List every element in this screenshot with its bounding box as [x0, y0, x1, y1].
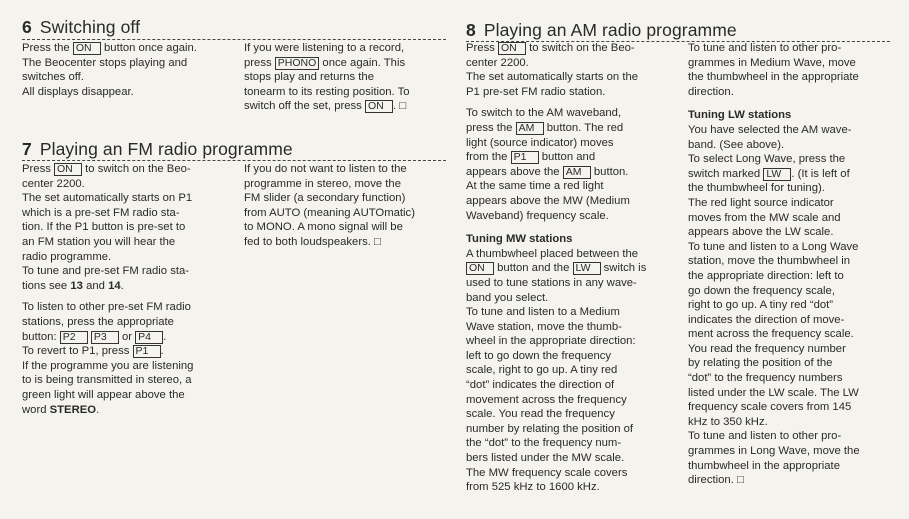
- text-line: direction.: [688, 85, 734, 98]
- text-line: tions see 13 and 14.: [22, 279, 124, 292]
- text-line: If you were listening to a record,: [244, 42, 405, 54]
- text-line: To select Long Wave, press the: [688, 153, 846, 166]
- text-line: the thumbwheel in the appropriate: [688, 71, 859, 84]
- text-line: center 2200.: [22, 177, 85, 190]
- text-line: an FM station you will hear the: [22, 235, 176, 248]
- text-line: band you select.: [466, 291, 549, 304]
- text-line: left to go down the frequency: [466, 349, 612, 362]
- text-line: Press ON to switch on the Beo-: [22, 163, 191, 175]
- text-line: You have selected the AM wave-: [688, 123, 852, 136]
- text-line: To tune and listen to a Medium: [466, 306, 620, 319]
- text-line: movement across the frequency: [466, 393, 627, 406]
- text-line: Press ON to switch on the Beo-: [466, 42, 635, 54]
- button-label-box: ON: [466, 262, 494, 275]
- section-7-right-column: [244, 162, 415, 250]
- button-label-box: P1: [511, 151, 539, 164]
- button-label-box: AM: [516, 122, 544, 135]
- text-line: go down the frequency scale,: [688, 284, 835, 297]
- button-label-box: PHONO: [275, 57, 320, 70]
- text-line: light (source indicator) moves: [466, 136, 614, 149]
- text-line: To tune and listen to a Long Wave: [688, 240, 859, 253]
- section-8-left-column: [466, 41, 646, 495]
- text-line: To listen to other pre-set FM radio: [22, 301, 191, 314]
- section-7-heading: [22, 139, 293, 160]
- text-line: ment across the frequency scale.: [688, 328, 854, 341]
- text-line: which is a pre-set FM radio sta-: [22, 206, 180, 219]
- paragraph-gap: [466, 99, 646, 106]
- section-6-number: 6: [22, 17, 32, 37]
- text-line: appears above the AM button.: [466, 165, 629, 178]
- text-line: You read the frequency number: [688, 342, 846, 355]
- text-line: To tune and listen to other pro-: [688, 430, 842, 443]
- text-line: stations, press the appropriate: [22, 315, 174, 328]
- text-line: right to go up. A tiny red “dot”: [688, 299, 834, 312]
- text-line: fed to both loudspeakers. □: [244, 235, 381, 248]
- text-line: the thumbwheel for tuning).: [688, 182, 825, 195]
- text-line: the appropriate direction: left to: [688, 269, 844, 282]
- text-line: The set automatically starts on the: [466, 71, 639, 84]
- section-8-number: 8: [466, 20, 476, 40]
- text-line: word STEREO.: [22, 403, 100, 416]
- subheading: Tuning LW stations: [688, 109, 792, 122]
- paragraph-gap: [688, 99, 860, 106]
- button-label-box: ON: [54, 163, 82, 176]
- text-line: “dot” indicates the direction of: [466, 379, 615, 392]
- text-line: frequency scale covers from 145: [688, 401, 852, 414]
- text-line: press the AM button. The red: [466, 121, 624, 134]
- text-line: If the programme you are listening: [22, 359, 194, 372]
- text-line: band. (See above).: [688, 138, 785, 151]
- text-line: tonearm to its resting position. To: [244, 85, 410, 98]
- button-label-box: P1: [133, 345, 161, 358]
- bold-text: STEREO: [49, 403, 97, 416]
- bold-text: 14: [108, 279, 121, 292]
- text-line: The red light source indicator: [688, 196, 834, 209]
- section-6-right-column: [244, 41, 410, 114]
- section-6-rule: [22, 39, 446, 40]
- text-line: grammes in Medium Wave, move: [688, 56, 856, 69]
- text-line: thumbwheel in the appropriate: [688, 459, 840, 472]
- text-line: wheel in the appropriate direction:: [466, 335, 636, 348]
- section-7-title: Playing an FM radio programme: [39, 139, 293, 159]
- text-line: switch marked LW . (It is left of: [688, 167, 850, 180]
- text-line: To switch to the AM waveband,: [466, 107, 622, 120]
- text-line: scale. You read the frequency: [466, 408, 615, 421]
- text-line: If you do not want to listen to the: [244, 163, 407, 175]
- section-6-title: Switching off: [39, 17, 141, 37]
- text-line: grammes in Long Wave, move the: [688, 445, 860, 458]
- text-line: At the same time a red light: [466, 180, 604, 193]
- section-6-left-column: [22, 41, 197, 99]
- section-8-right-column: [688, 41, 860, 488]
- text-line: indicates the direction of move-: [688, 313, 845, 326]
- button-label-box: P2: [60, 331, 88, 344]
- text-line: listed under the LW scale. The LW: [688, 386, 859, 399]
- section-8-heading: [466, 20, 737, 41]
- text-line: button: P2 P3 or P4 .: [22, 330, 167, 343]
- text-line: center 2200.: [466, 56, 529, 69]
- text-line: switch off the set, press ON . □: [244, 100, 407, 113]
- text-line: ON button and the LW switch is: [466, 261, 646, 276]
- text-line: To tune and pre-set FM radio sta-: [22, 265, 190, 278]
- text-line: green light will appear above the: [22, 388, 185, 401]
- text-line: radio programme.: [22, 250, 112, 263]
- section-7-number: 7: [22, 139, 32, 159]
- paragraph-gap: [466, 223, 646, 230]
- text-line: The MW frequency scale covers: [466, 466, 628, 479]
- text-line: Waveband) frequency scale.: [466, 209, 609, 222]
- button-label-box: LW: [573, 262, 601, 275]
- button-label-box: LW: [763, 168, 791, 181]
- bold-text: 13: [70, 279, 83, 292]
- button-label-box: ON: [498, 42, 526, 55]
- text-line: switches off.: [22, 71, 84, 84]
- text-line: station, move the thumbwheel in: [688, 255, 851, 268]
- text-line: P1 pre-set FM radio station.: [466, 85, 606, 98]
- text-line: stops play and returns the: [244, 71, 374, 84]
- text-line: tion. If the P1 button is pre-set to: [22, 221, 186, 234]
- text-line: A thumbwheel placed between the: [466, 247, 639, 260]
- text-line: from 525 kHz to 1600 kHz.: [466, 481, 600, 494]
- text-line: To revert to P1, press P1 .: [22, 345, 164, 358]
- button-label-box: AM: [563, 166, 591, 179]
- section-6-heading: [22, 17, 140, 38]
- text-line: FM slider (a secondary function): [244, 192, 406, 205]
- text-line: press PHONO once again. This: [244, 56, 406, 69]
- text-line: The set automatically starts on P1: [22, 192, 193, 205]
- text-line: scale, right to go up. A tiny red: [466, 364, 618, 377]
- section-7-left-column: [22, 162, 193, 417]
- paragraph-gap: [22, 293, 193, 300]
- text-line: All displays disappear.: [22, 85, 134, 98]
- text-line: Press the ON button once again.: [22, 42, 197, 54]
- text-line: appears above the LW scale.: [688, 226, 834, 239]
- text-line: bers listed under the MW scale.: [466, 452, 625, 465]
- text-line: programme in stereo, move the: [244, 177, 401, 190]
- text-line: the “dot” to the frequency num-: [466, 437, 622, 450]
- text-line: used to tune stations in any wave-: [466, 276, 637, 289]
- text-line: to MONO. A mono signal will be: [244, 221, 403, 234]
- text-line: To tune and listen to other pro-: [688, 42, 842, 54]
- text-line: moves from the MW scale and: [688, 211, 841, 224]
- text-line: Wave station, move the thumb-: [466, 320, 622, 333]
- subheading: Tuning MW stations: [466, 233, 573, 246]
- text-line: from AUTO (meaning AUTOmatic): [244, 206, 415, 219]
- button-label-box: P4: [135, 331, 163, 344]
- text-line: “dot” to the frequency numbers: [688, 372, 843, 385]
- section-7-rule: [22, 160, 446, 161]
- text-line: number by relating the position of: [466, 422, 634, 435]
- section-8-title: Playing an AM radio programme: [483, 20, 737, 40]
- text-line: to is being transmitted in stereo, a: [22, 374, 192, 387]
- text-line: kHz to 350 kHz.: [688, 415, 768, 428]
- button-label-box: ON: [365, 100, 393, 113]
- text-line: by relating the position of the: [688, 357, 833, 370]
- text-line: direction. □: [688, 474, 744, 487]
- text-line: appears above the MW (Medium: [466, 194, 630, 207]
- button-label-box: P3: [91, 331, 119, 344]
- text-line: The Beocenter stops playing and: [22, 56, 188, 69]
- text-line: from the P1 button and: [466, 151, 596, 164]
- button-label-box: ON: [73, 42, 101, 55]
